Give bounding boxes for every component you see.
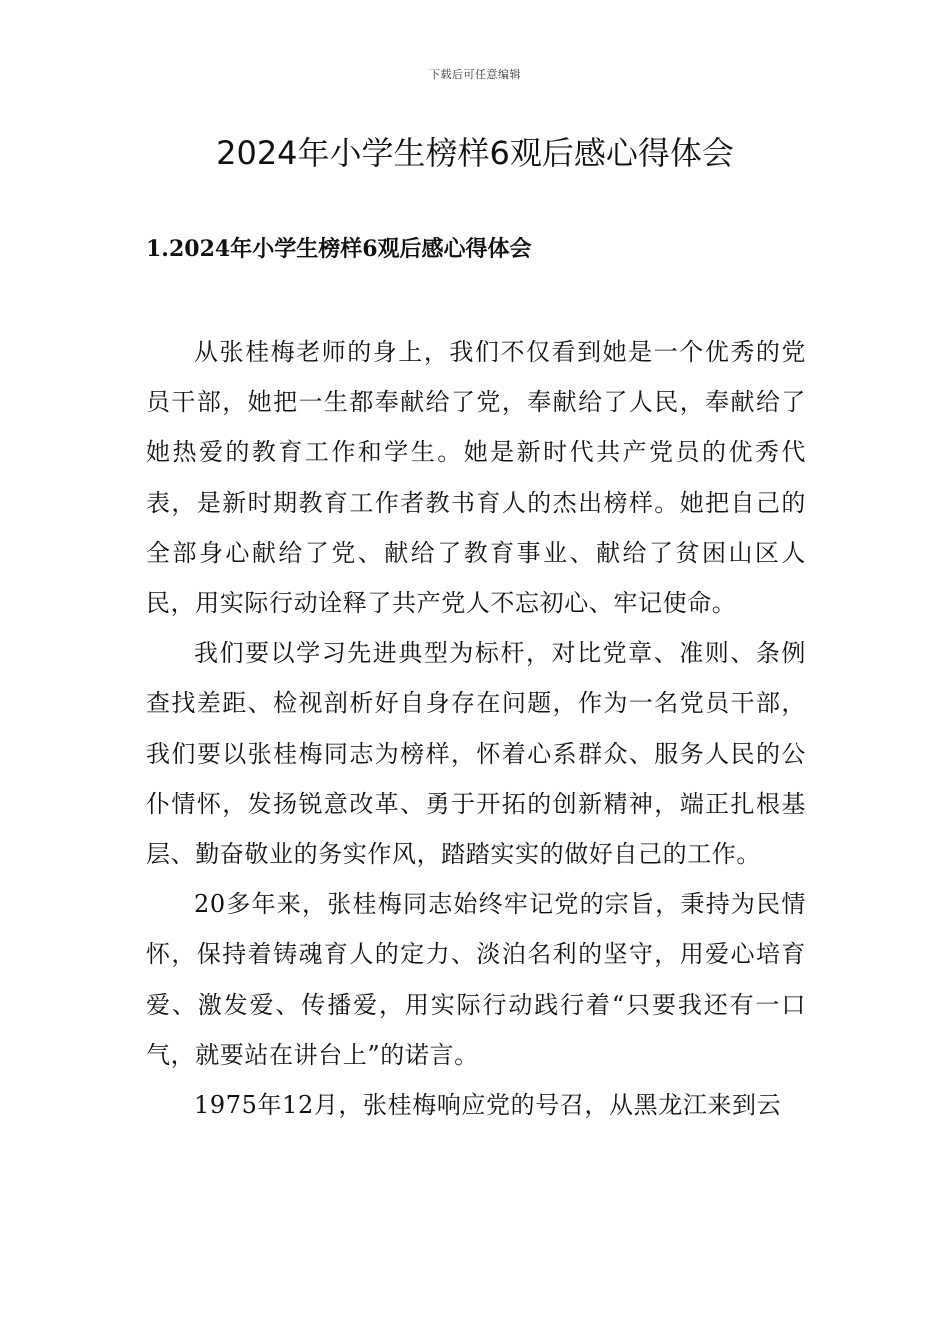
paragraph-2: 我们要以学习先进典型为标杆，对比党章、准则、条例查找差距、检视剖析好自身存在问题，作为一名党员干部，我们要以张桂梅同志为榜样，怀着心系群众、服务人民的公仆情怀，发扬锐意改革、勇于开拓的创新精神，端正扎根基层、勤奋敬业的务实作风，踏踏实实的做好自己的工作。 [146, 639, 806, 869]
paragraph-4: 1975年12月，张桂梅响应党的号召，从黑龙江来到云 [194, 1091, 782, 1120]
body-text [146, 327, 806, 1130]
document-title: 2024年小学生榜样6观后感心得体会 [216, 134, 734, 172]
section-heading: 1.2024年小学生榜样6观后感心得体会 [146, 236, 532, 262]
paragraph-1: 从张桂梅老师的身上，我们不仅看到她是一个优秀的党员干部，她把一生都奉献给了党，奉献给了人民，奉献给了她热爱的教育工作和学生。她是新时代共产党员的优秀代表，是新时期教育工作者教书育人的杰出榜样。她把自己的全部身心献给了党、献给了教育事业、献给了贫困山区人民，用实际行动诠释了共产党人不忘初心、牢记使命。 [146, 338, 806, 618]
paragraph-3: 20多年来，张桂梅同志始终牢记党的宗旨，秉持为民情怀，保持着铸魂育人的定力、淡泊名利的坚守，用爱心培育爱、激发爱、传播爱，用实际行动践行着“只要我还有一口气，就要站在讲台上”的诺言。 [146, 890, 806, 1069]
header-note: 下载后可任意编辑 [429, 68, 521, 81]
